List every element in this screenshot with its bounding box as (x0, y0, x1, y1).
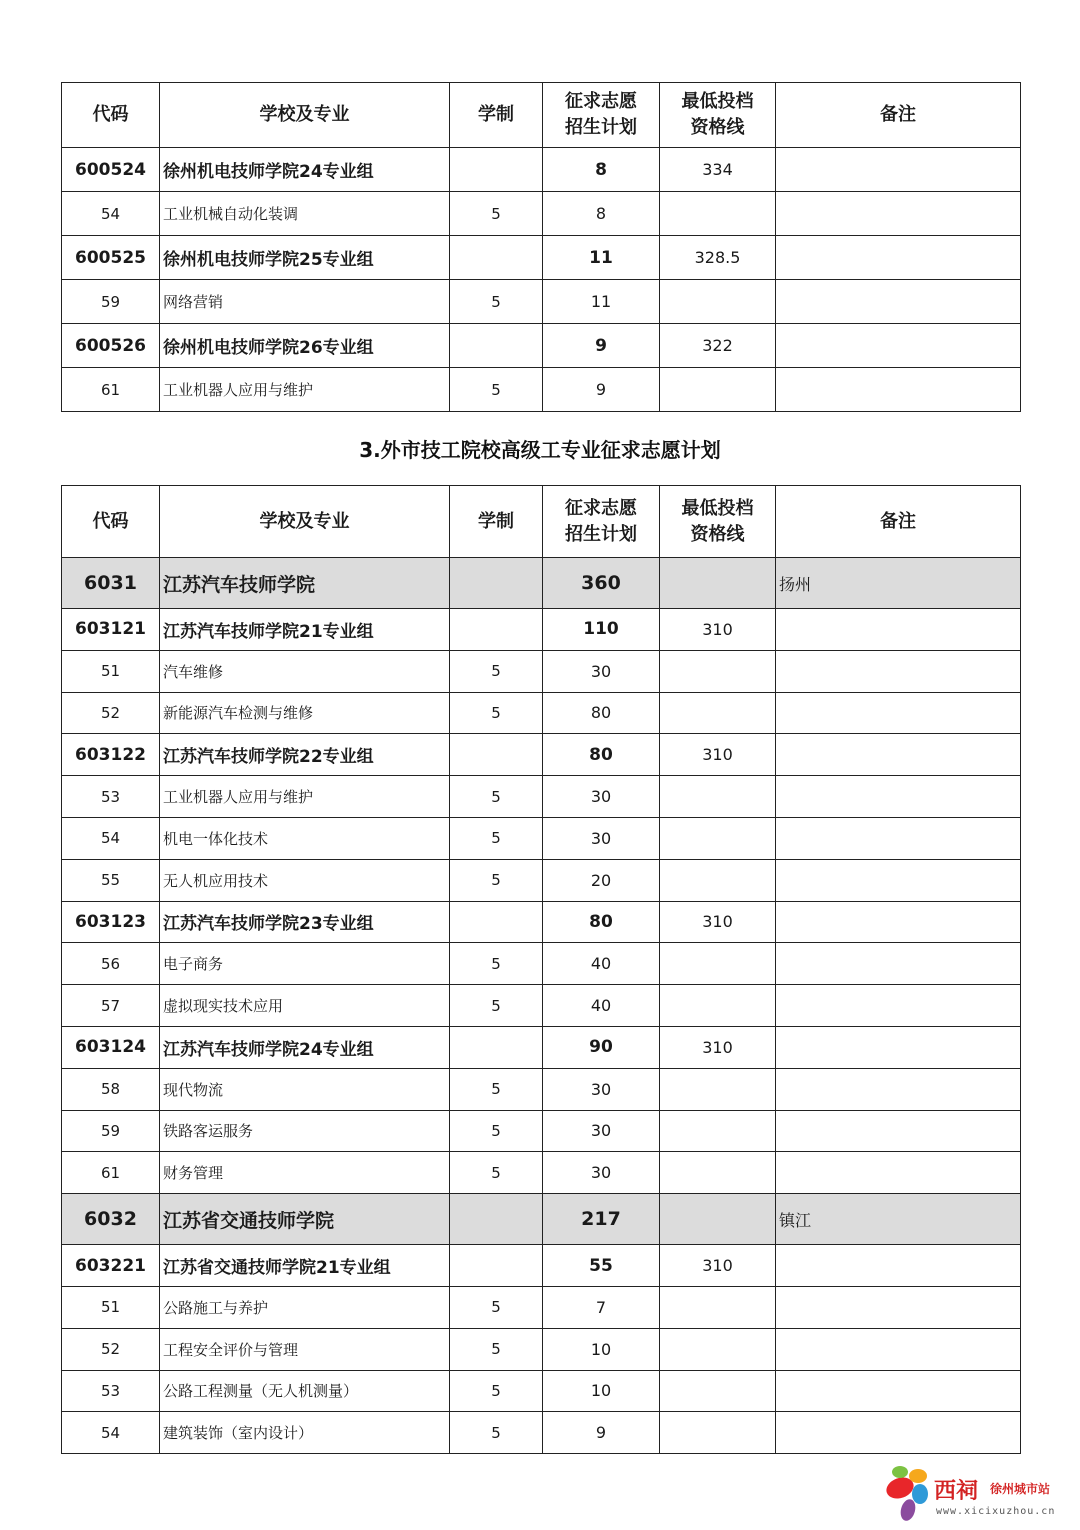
code-cell: 52 (62, 692, 160, 734)
duration-cell: 5 (450, 985, 543, 1027)
duration-cell (450, 236, 543, 280)
name-cell: 网络营销 (160, 280, 450, 324)
note-cell (776, 943, 1021, 985)
header-plan-line2: 招生计划 (565, 117, 637, 138)
plan-cell: 9 (543, 324, 660, 368)
note-cell (776, 776, 1021, 818)
header-plan (543, 83, 660, 148)
duration-cell (450, 558, 543, 609)
school-row (62, 558, 1021, 609)
code-cell: 54 (62, 1412, 160, 1454)
plan-cell: 10 (543, 1370, 660, 1412)
code-cell: 56 (62, 943, 160, 985)
min-line-cell (660, 1370, 776, 1412)
plan-cell: 90 (543, 1026, 660, 1068)
name-cell: 无人机应用技术 (160, 859, 450, 901)
duration-cell: 5 (450, 776, 543, 818)
name-cell: 新能源汽车检测与维修 (160, 692, 450, 734)
note-cell (776, 324, 1021, 368)
note-cell (776, 1412, 1021, 1454)
plan-cell: 9 (543, 368, 660, 412)
major-row (62, 817, 1021, 859)
min-line-cell (660, 1152, 776, 1194)
min-line-cell (660, 1328, 776, 1370)
plan-cell: 80 (543, 734, 660, 776)
major-row (62, 650, 1021, 692)
duration-cell (450, 148, 543, 192)
duration-cell (450, 1026, 543, 1068)
min-line-cell (660, 817, 776, 859)
min-line-cell (660, 1286, 776, 1328)
note-cell (776, 901, 1021, 943)
duration-cell: 5 (450, 943, 543, 985)
duration-cell: 5 (450, 1370, 543, 1412)
note-cell (776, 1110, 1021, 1152)
plan-cell: 11 (543, 236, 660, 280)
min-line-cell (660, 558, 776, 609)
plan-cell: 7 (543, 1286, 660, 1328)
header-school: 学校及专业 (160, 83, 450, 148)
header-plan-line1: 征求志愿 (565, 497, 637, 519)
plan-cell: 8 (543, 192, 660, 236)
group-row (62, 148, 1021, 192)
duration-cell: 5 (450, 817, 543, 859)
header-code: 代码 (62, 486, 160, 558)
min-line-cell (660, 943, 776, 985)
duration-cell: 5 (450, 1412, 543, 1454)
note-cell (776, 692, 1021, 734)
code-cell: 57 (62, 985, 160, 1027)
watermark-url: www.xicixuzhou.cn (936, 1506, 1056, 1517)
admission-plan-table-2 (61, 485, 1021, 1454)
section-title: 3.外市技工院校高级工专业征求志愿计划 (359, 438, 721, 462)
header-plan-line1: 征求志愿 (565, 91, 637, 112)
min-line-cell (660, 692, 776, 734)
name-cell: 铁路客运服务 (160, 1110, 450, 1152)
name-cell: 虚拟现实技术应用 (160, 985, 450, 1027)
plan-cell: 30 (543, 1110, 660, 1152)
name-cell: 工业机器人应用与维护 (160, 368, 450, 412)
major-row (62, 1412, 1021, 1454)
name-cell: 工业机器人应用与维护 (160, 776, 450, 818)
duration-cell (450, 1194, 543, 1245)
major-row (62, 1328, 1021, 1370)
plan-cell: 360 (543, 558, 660, 609)
name-cell: 江苏汽车技师学院24专业组 (160, 1026, 450, 1068)
note-cell (776, 1068, 1021, 1110)
duration-cell (450, 734, 543, 776)
name-cell: 徐州机电技师学院24专业组 (160, 148, 450, 192)
name-cell: 工业机械自动化装调 (160, 192, 450, 236)
major-row (62, 192, 1021, 236)
group-row (62, 324, 1021, 368)
min-line-cell (660, 280, 776, 324)
name-cell: 汽车维修 (160, 650, 450, 692)
plan-cell: 110 (543, 609, 660, 651)
major-row (62, 859, 1021, 901)
min-line-cell: 334 (660, 148, 776, 192)
note-cell (776, 609, 1021, 651)
header-duration: 学制 (450, 486, 543, 558)
note-cell (776, 192, 1021, 236)
logo-petal (892, 1466, 908, 1478)
group-row (62, 236, 1021, 280)
major-row (62, 280, 1021, 324)
code-cell: 59 (62, 280, 160, 324)
table-header-row (62, 83, 1021, 148)
code-cell: 603124 (62, 1026, 160, 1068)
plan-cell: 80 (543, 692, 660, 734)
header-min-line (660, 486, 776, 558)
duration-cell: 5 (450, 280, 543, 324)
note-cell (776, 1370, 1021, 1412)
plan-cell: 9 (543, 1412, 660, 1454)
group-row (62, 1026, 1021, 1068)
duration-cell (450, 609, 543, 651)
header-code: 代码 (62, 83, 160, 148)
note-cell (776, 817, 1021, 859)
name-cell: 江苏汽车技师学院23专业组 (160, 901, 450, 943)
min-line-cell (660, 192, 776, 236)
name-cell: 电子商务 (160, 943, 450, 985)
duration-cell: 5 (450, 650, 543, 692)
duration-cell (450, 901, 543, 943)
min-line-cell: 310 (660, 1026, 776, 1068)
watermark-brand: 西祠 (934, 1478, 979, 1504)
plan-cell: 30 (543, 650, 660, 692)
name-cell: 公路施工与养护 (160, 1286, 450, 1328)
plan-cell: 55 (543, 1245, 660, 1287)
code-cell: 6032 (62, 1194, 160, 1245)
header-min-line (660, 83, 776, 148)
watermark-city: 徐州城市站 (990, 1482, 1051, 1496)
min-line-cell (660, 859, 776, 901)
note-cell (776, 368, 1021, 412)
plan-cell: 40 (543, 985, 660, 1027)
header-line-line1: 最低投档 (681, 91, 754, 112)
plan-cell: 30 (543, 1068, 660, 1110)
min-line-cell (660, 1068, 776, 1110)
note-cell (776, 1286, 1021, 1328)
min-line-cell (660, 1412, 776, 1454)
name-cell: 财务管理 (160, 1152, 450, 1194)
min-line-cell: 310 (660, 609, 776, 651)
min-line-cell: 310 (660, 901, 776, 943)
duration-cell: 5 (450, 1068, 543, 1110)
code-cell: 61 (62, 1152, 160, 1194)
code-cell: 600524 (62, 148, 160, 192)
major-row (62, 1110, 1021, 1152)
plan-cell: 11 (543, 280, 660, 324)
note-cell (776, 650, 1021, 692)
code-cell: 600525 (62, 236, 160, 280)
name-cell: 公路工程测量（无人机测量） (160, 1370, 450, 1412)
duration-cell: 5 (450, 1152, 543, 1194)
major-row (62, 692, 1021, 734)
plan-cell: 217 (543, 1194, 660, 1245)
code-cell: 603121 (62, 609, 160, 651)
header-line-line2: 资格线 (690, 117, 745, 138)
major-row (62, 1286, 1021, 1328)
name-cell: 江苏汽车技师学院 (160, 558, 450, 609)
code-cell: 603221 (62, 1245, 160, 1287)
note-cell (776, 985, 1021, 1027)
major-row (62, 1370, 1021, 1412)
site-watermark-logo (878, 1462, 1074, 1526)
duration-cell (450, 324, 543, 368)
plan-cell: 20 (543, 859, 660, 901)
min-line-cell (660, 368, 776, 412)
major-row (62, 1068, 1021, 1110)
min-line-cell: 322 (660, 324, 776, 368)
min-line-cell (660, 985, 776, 1027)
name-cell: 工程安全评价与管理 (160, 1328, 450, 1370)
min-line-cell: 328.5 (660, 236, 776, 280)
major-row (62, 943, 1021, 985)
major-row (62, 776, 1021, 818)
group-row (62, 901, 1021, 943)
name-cell: 江苏汽车技师学院22专业组 (160, 734, 450, 776)
code-cell: 53 (62, 1370, 160, 1412)
table-header-row (62, 486, 1021, 558)
major-row (62, 985, 1021, 1027)
plan-cell: 8 (543, 148, 660, 192)
min-line-cell (660, 776, 776, 818)
note-cell (776, 1328, 1021, 1370)
note-cell (776, 236, 1021, 280)
logo-petal (912, 1484, 928, 1504)
duration-cell: 5 (450, 192, 543, 236)
note-cell (776, 734, 1021, 776)
note-cell (776, 1152, 1021, 1194)
code-cell: 603122 (62, 734, 160, 776)
plan-cell: 30 (543, 776, 660, 818)
plan-cell: 30 (543, 817, 660, 859)
name-cell: 徐州机电技师学院26专业组 (160, 324, 450, 368)
min-line-cell (660, 1194, 776, 1245)
logo-petal (909, 1469, 927, 1483)
plan-cell: 30 (543, 1152, 660, 1194)
code-cell: 58 (62, 1068, 160, 1110)
plan-cell: 10 (543, 1328, 660, 1370)
name-cell: 建筑装饰（室内设计） (160, 1412, 450, 1454)
header-plan-line2: 招生计划 (565, 523, 637, 545)
header-line-line2: 资格线 (690, 523, 745, 545)
min-line-cell: 310 (660, 1245, 776, 1287)
code-cell: 54 (62, 192, 160, 236)
name-cell: 徐州机电技师学院25专业组 (160, 236, 450, 280)
note-cell (776, 280, 1021, 324)
header-plan (543, 486, 660, 558)
major-row (62, 368, 1021, 412)
name-cell: 现代物流 (160, 1068, 450, 1110)
min-line-cell (660, 1110, 776, 1152)
pinwheel-logo-icon (878, 1462, 938, 1526)
code-cell: 53 (62, 776, 160, 818)
plan-cell: 80 (543, 901, 660, 943)
duration-cell: 5 (450, 859, 543, 901)
duration-cell: 5 (450, 1110, 543, 1152)
note-cell (776, 148, 1021, 192)
note-cell (776, 1026, 1021, 1068)
code-cell: 59 (62, 1110, 160, 1152)
header-note: 备注 (776, 486, 1021, 558)
header-note: 备注 (776, 83, 1021, 148)
group-row (62, 1245, 1021, 1287)
major-row (62, 1152, 1021, 1194)
code-cell: 51 (62, 650, 160, 692)
code-cell: 603123 (62, 901, 160, 943)
duration-cell: 5 (450, 692, 543, 734)
code-cell: 54 (62, 817, 160, 859)
note-cell (776, 859, 1021, 901)
admission-plan-table-1 (61, 82, 1021, 412)
code-cell: 51 (62, 1286, 160, 1328)
name-cell: 江苏省交通技师学院21专业组 (160, 1245, 450, 1287)
min-line-cell (660, 650, 776, 692)
group-row (62, 734, 1021, 776)
duration-cell: 5 (450, 368, 543, 412)
code-cell: 61 (62, 368, 160, 412)
min-line-cell: 310 (660, 734, 776, 776)
code-cell: 55 (62, 859, 160, 901)
code-cell: 52 (62, 1328, 160, 1370)
note-cell (776, 1245, 1021, 1287)
school-row (62, 1194, 1021, 1245)
duration-cell: 5 (450, 1328, 543, 1370)
code-cell: 600526 (62, 324, 160, 368)
plan-cell: 40 (543, 943, 660, 985)
duration-cell (450, 1245, 543, 1287)
header-line-line1: 最低投档 (681, 497, 754, 519)
group-row (62, 609, 1021, 651)
name-cell: 江苏省交通技师学院 (160, 1194, 450, 1245)
name-cell: 江苏汽车技师学院21专业组 (160, 609, 450, 651)
code-cell: 6031 (62, 558, 160, 609)
header-duration: 学制 (450, 83, 543, 148)
note-cell: 扬州 (776, 558, 1021, 609)
name-cell: 机电一体化技术 (160, 817, 450, 859)
duration-cell: 5 (450, 1286, 543, 1328)
header-school: 学校及专业 (160, 486, 450, 558)
note-cell: 镇江 (776, 1194, 1021, 1245)
